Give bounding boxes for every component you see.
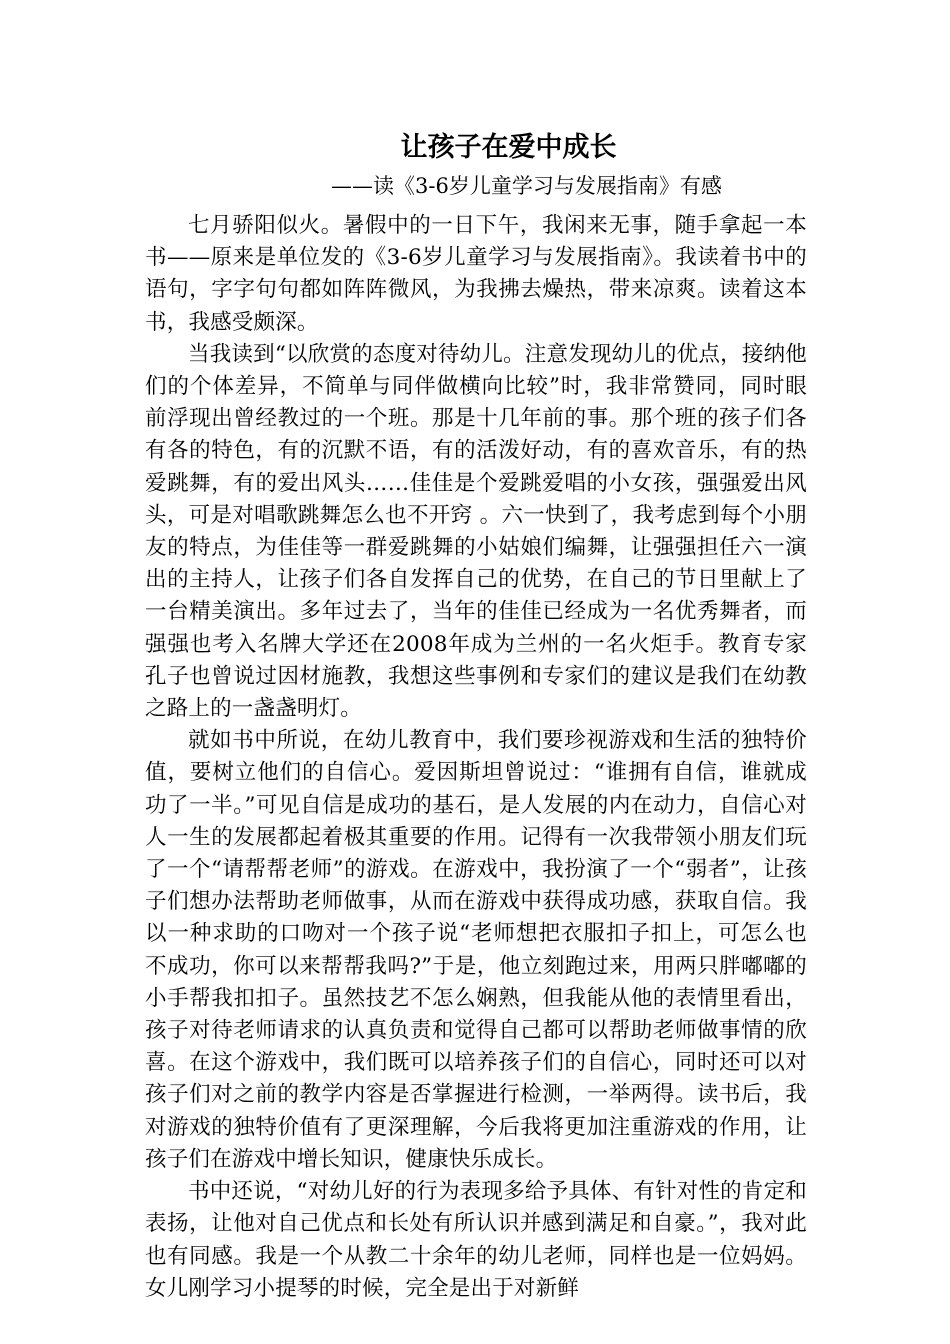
paragraph: 七月骄阳似火。暑假中的一日下午，我闲来无事，随手拿起一本书——原来是单位发的《3-6岁儿童学习与发展指南》。我读着书中的语句，字字句句都如阵阵微风，为我拂去燥热，带来凉爽。读着这本书，我感受颇深。 <box>145 213 807 335</box>
paragraph: 书中还说，“对幼儿好的行为表现多给予具体、有针对性的肯定和表扬，让他对自己优点和长处有所认识并感到满足和自豪。”，我对此也有同感。我是一个从教二十余年的幼儿老师，同样也是一位妈妈。女儿刚学习小提琴的时候，完全是出于对新鲜 <box>145 1179 807 1301</box>
paragraph: 当我读到“以欣赏的态度对待幼儿。注意发现幼儿的优点，接纳他们的个体差异，不简单与同伴做横向比较”时，我非常赞同，同时眼前浮现出曾经教过的一个班。那是十几年前的事。那个班的孩子们各有各的特色，有的沉默不语，有的活泼好动，有的喜欢音乐，有的热爱跳舞，有的爱出风头……佳佳是个爱跳爱唱的小女孩，强强爱出风头，可是对唱歌跳舞怎么也不开窍 。六一快到了，我考虑到每个小朋友的特点，为佳佳等一群爱跳舞的小姑娘们编舞，让强强担任六一演出的主持人，让孩子们各自发挥自己的优势，在自己的节日里献上了一台精美演出。多年过去了，当年的佳佳已经成为一名优秀舞者，而强强也考入名牌大学还在2008年成为兰州的一名火炬手。教育专家孔子也曾说过因材施教，我想这些事例和专家们的建议是我们在幼教之路上的一盏盏明灯。 <box>145 341 807 722</box>
paragraph: 就如书中所说，在幼儿教育中，我们要珍视游戏和生活的独特价值，要树立他们的自信心。爱因斯坦曾说过：“谁拥有自信，谁就成功了一半。”可见自信是成功的基石，是人发展的内在动力，自信心对人一生的发展都起着极其重要的作用。记得有一次我带领小朋友们玩了一个“请帮帮老师”的游戏。在游戏中，我扮演了一个“弱者”，让孩子们想办法帮助老师做事，从而在游戏中获得成功感，获取自信。我以一种求助的口吻对一个孩子说“老师想把衣服扣子扣上，可怎么也不成功，你可以来帮帮我吗?”于是，他立刻跑过来，用两只胖嘟嘟的小手帮我扣扣子。虽然技艺不怎么娴熟，但我能从他的表情里看出，孩子对待老师请求的认真负责和觉得自己都可以帮助老师做事情的欣喜。在这个游戏中，我们既可以培养孩子们的自信心，同时还可以对孩子们对之前的教学内容是否掌握进行检测，一举两得。读书后，我对游戏的独特价值有了更深理解，今后我将更加注重游戏的作用，让孩子们在游戏中增长知识，健康快乐成长。 <box>145 728 807 1172</box>
document-page <box>145 128 807 1305</box>
document-title: 让孩子在爱中成长 <box>400 132 617 163</box>
document-subtitle: ——读《3-6岁儿童学习与发展指南》有感 <box>331 174 722 198</box>
